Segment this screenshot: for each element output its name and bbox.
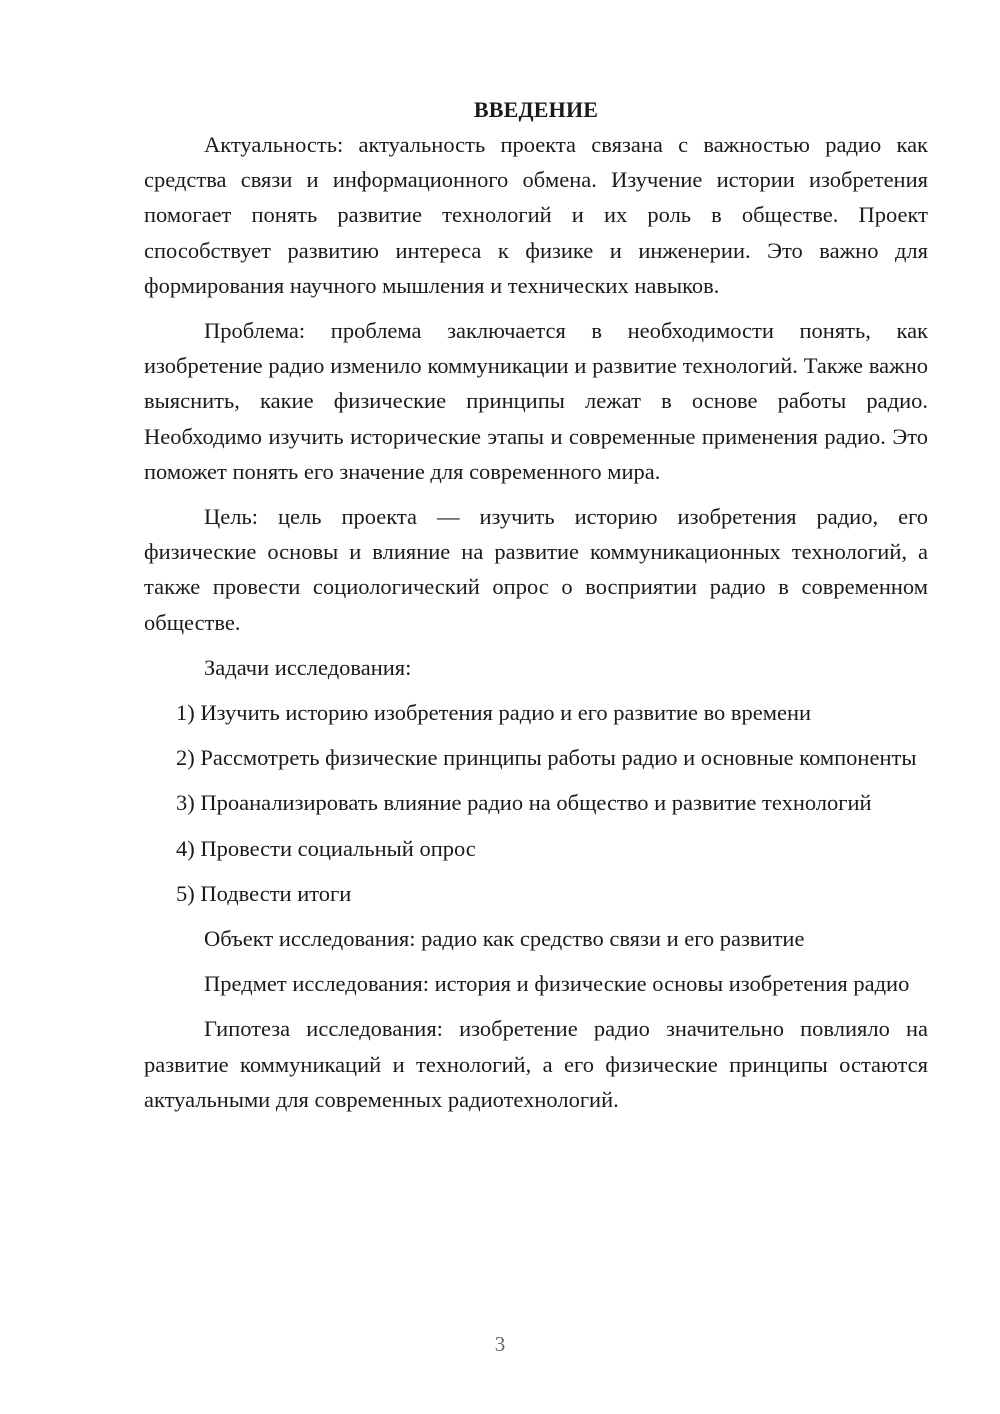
task-item-2: 2) Рассмотреть физические принципы работы радио и основные компоненты [176,745,917,771]
problem-paragraph: Проблема: проблема заключается в необходимости понять, как изобретение радио изменило коммуникации и развитие технологий. Также важно выяснить, какие физические принципы лежат в основе работы радио. Необходимо изучить исторические этапы и современные применения радио. Это поможет понять его значение для современного мира. [144,318,928,484]
task-item-5: 5) Подвести итоги [176,880,352,906]
task-item-3: 3) Проанализировать влияние радио на общество и развитие технологий [176,790,872,816]
relevance-paragraph: Актуальность: актуальность проекта связана с важностью радио как средства связи и информационного обмена. Изучение истории изобретения помогает понять развитие технологий и их роль в обществе. Проект способствует развитию интереса к физике и инженерии. Это важно для формирования научного мышления и технических навыков. [144,132,928,298]
page-content [144,92,928,1127]
page-number: 3 [494,1332,506,1356]
task-item-4: 4) Провести социальный опрос [176,835,476,861]
object-paragraph: Объект исследования: радио как средство связи и его развитие [204,926,805,952]
subject-paragraph: Предмет исследования: история и физические основы изобретения радио [204,971,910,997]
task-item-1: 1) Изучить историю изобретения радио и его развитие во времени [176,700,812,726]
goal-paragraph: Цель: цель проекта — изучить историю изобретения радио, его физические основы и влияние на развитие коммуникационных технологий, а также провести социологический опрос о восприятии радио в современном обществе. [144,504,928,635]
hypothesis-paragraph: Гипотеза исследования: изобретение радио значительно повлияло на развитие коммуникаций и технологий, а его физические принципы остаются актуальными для современных радиотехнологий. [144,1016,928,1112]
tasks-title: Задачи исследования: [204,654,412,680]
section-heading: ВВЕДЕНИЕ [473,97,599,122]
